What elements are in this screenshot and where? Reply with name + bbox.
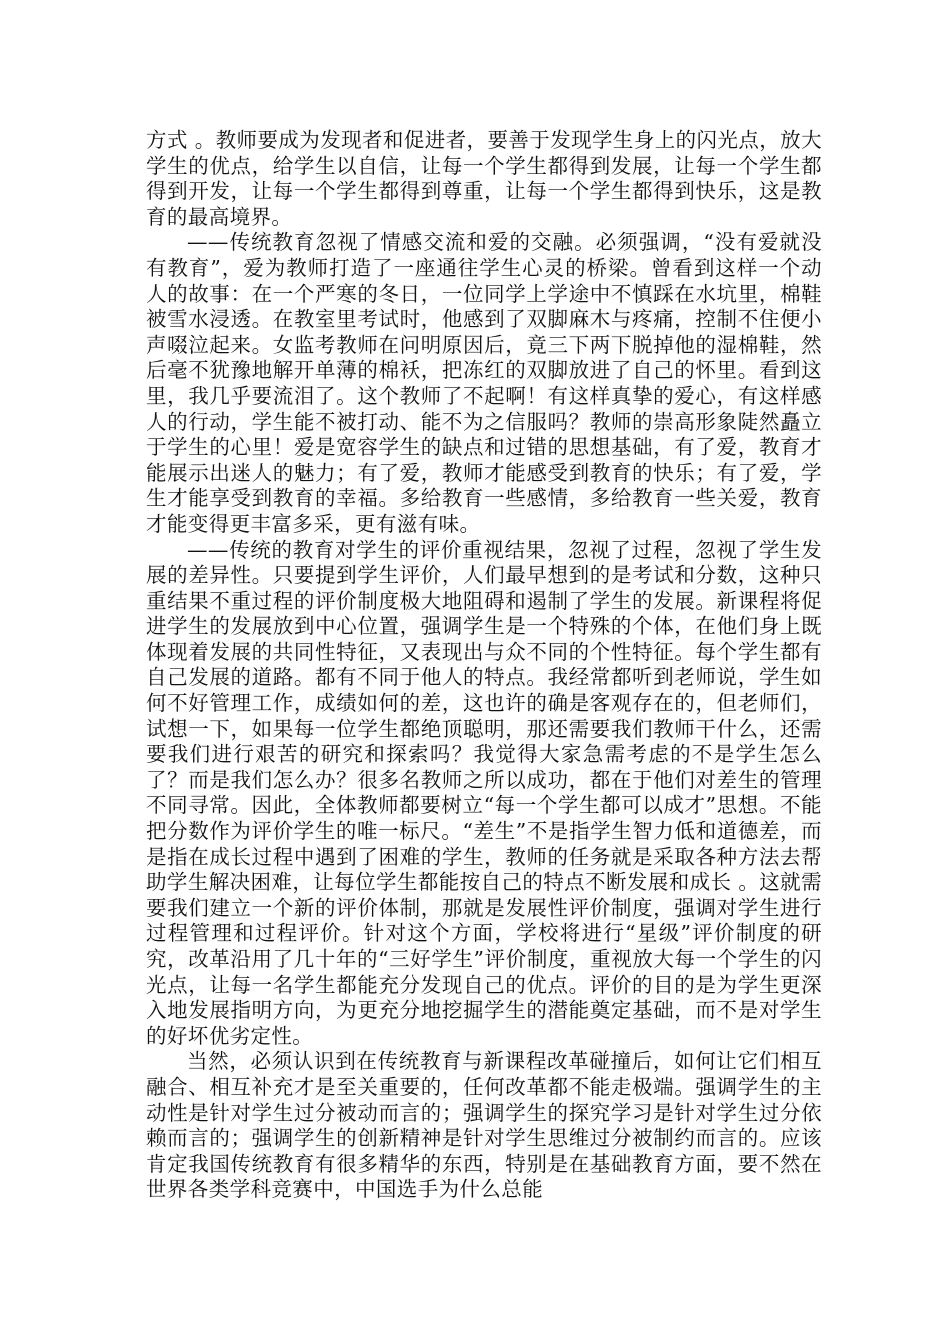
- paragraph-4: 当然，必须认识到在传统教育与新课程改革碰撞后，如何让它们相互融合、相互补充才是至关重要的，任何改革都不能走极端。强调学生的主动性是针对学生过分被动而言的；强调学生的探究学习是针对学生过分依赖而言的；强调学生的创新精神是针对学生思维过分被制约而言的。应该肯定我国传统教育有很多精华的东西，特别是在基础教育方面，要不然在世界各类学科竞赛中，中国选手为什么总能: [146, 1049, 822, 1202]
- paragraph-1: 方式 。教师要成为发现者和促进者，要善于发现学生身上的闪光点，放大学生的优点，给学生以自信，让每一个学生都得到发展，让每一个学生都得到开发，让每一个学生都得到尊重，让每一个学生都得到快乐，这是教育的最高境界。: [146, 128, 822, 229]
- paragraph-2: ——传统教育忽视了情感交流和爱的交融。必须强调，“没有爱就没有教育”，爱为教师打造了一座通往学生心灵的桥梁。曾看到这样一个动人的故事：在一个严寒的冬日，一位同学上学途中不慎踩在水坑里，棉鞋被雪水浸透。在教室里考试时，他感到了双脚麻木与疼痛，控制不住便小声啜泣起来。女监考教师在问明原因后，竟三下两下脱掉他的湿棉鞋，然后毫不犹豫地解开单薄的棉袄，把冻红的双脚放进了自己的怀里。看到这里，我几乎要流泪了。这个教师了不起啊！有这样真挚的爱心，有这样感人的行动，学生能不被打动、能不为之信服吗？教师的崇高形象陡然矗立于学生的心里！爱是宽容学生的缺点和过错的思想基础，有了爱，教育才能展示出迷人的魅力；有了爱，教师才能感受到教育的快乐；有了爱，学生才能享受到教育的幸福。多给教育一些感情，多给教育一些关爱，教育才能变得更丰富多采，更有滋有味。: [146, 230, 822, 536]
- body-text: [146, 128, 822, 1203]
- paragraph-3: ——传统的教育对学生的评价重视结果，忽视了过程，忽视了学生发展的差异性。只要提到学生评价，人们最早想到的是考试和分数，这种只重结果不重过程的评价制度极大地阻碍和遏制了学生的发展。新课程将促进学生的发展放到中心位置，强调学生是一个特殊的个体，在他们身上既体现着发展的共同性特征，又表现出与众不同的个性特征。每个学生都有自己发展的道路。都有不同于他人的特点。我经常都听到老师说，学生如何不好管理工作，成绩如何的差，这也许的确是客观存在的，但老师们，试想一下，如果每一位学生都绝顶聪明，那还需要我们教师干什么，还需要我们进行艰苦的研究和探索吗？我觉得大家急需考虑的不是学生怎么了？而是我们怎么办？很多名教师之所以成功，都在于他们对差生的管理不同寻常。因此，全体教师都要树立“每一个学生都可以成才”思想。不能把分数作为评价学生的唯一标尺。“差生”不是指学生智力低和道德差，而是指在成长过程中遇到了困难的学生，教师的任务就是采取各种方法去帮助学生解决困难，让每位学生都能按自己的特点不断发展和成长 。这就需要我们建立一个新的评价体制，那就是发展性评价制度，强调对学生进行过程管理和过程评价。针对这个方面，学校将进行“星级”评价制度的研究，改革沿用了几十年的“三好学生”评价制度，重视放大每一个学生的闪光点，让每一名学生都能充分发现自己的优点。评价的目的是为学生更深入地发展指明方向，为更充分地挖掘学生的潜能奠定基础，而不是对学生的好坏优劣定性。: [146, 537, 822, 1048]
